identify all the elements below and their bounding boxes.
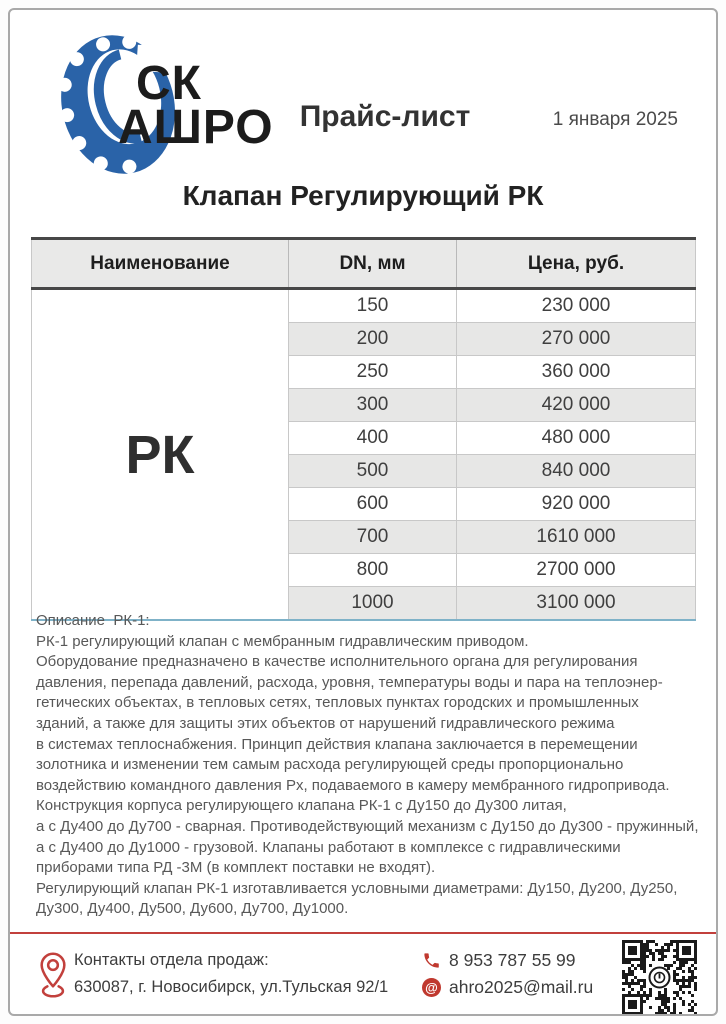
contacts-label: Контакты отдела продаж:: [74, 951, 269, 969]
price-cell: 2700 000: [457, 554, 696, 587]
logo-line1: СК: [136, 57, 202, 110]
product-name-cell: РК: [32, 289, 289, 621]
dn-cell: 300: [289, 389, 457, 422]
col-header-price: Цена, руб.: [457, 239, 696, 289]
description-line: Описание РК-1:: [36, 612, 150, 629]
col-header-name: Наименование: [32, 239, 289, 289]
description-line: РК-1 регулирующий клапан с мембранным гидравлическим приводом.: [36, 632, 529, 650]
price-cell: 480 000: [457, 422, 696, 455]
description-line: Оборудование предназначено в качестве исполнительного органа для регулирования: [36, 653, 638, 671]
price-cell: 270 000: [457, 323, 696, 356]
dn-cell: 1000: [289, 587, 457, 621]
doc-date: 1 января 2025: [552, 109, 678, 130]
dn-cell: 200: [289, 323, 457, 356]
logo-text: [118, 57, 274, 155]
dn-cell: 800: [289, 554, 457, 587]
price-table: [31, 237, 696, 621]
price-cell: 360 000: [457, 356, 696, 389]
description-line: приборами типа РД -3М (в комплект поставки не входят).: [36, 859, 436, 877]
table-header-row: [32, 239, 696, 289]
contacts-block: [74, 947, 388, 1001]
logo-line2: АШРО: [118, 101, 274, 155]
location-pin-icon: [36, 950, 70, 1000]
description-line: воздействию командного давления Рх, подаваемого в камеру мембранного гидропривода.: [36, 776, 670, 794]
dn-cell: 250: [289, 356, 457, 389]
email-address: ahro2025@mail.ru: [449, 977, 594, 997]
product-title: Клапан Регулирующий РК: [182, 180, 544, 211]
price-cell: 840 000: [457, 455, 696, 488]
price-cell: 1610 000: [457, 521, 696, 554]
product-description: [36, 611, 708, 920]
description-line: Конструкция корпуса регулирующего клапана РК-1 с Ду150 до Ду300 литая,: [36, 797, 567, 815]
contacts-address: 630087, г. Новосибирск, ул.Тульская 92/1: [74, 978, 389, 996]
dn-cell: 500: [289, 455, 457, 488]
description-line: зданий, а также для защиты этих объектов от нарушений гидравлического режима: [36, 714, 615, 732]
dn-cell: 700: [289, 521, 457, 554]
description-line: в системах теплоснабжения. Принцип действия клапана заключается в перемещении: [36, 735, 638, 753]
price-cell: 3100 000: [457, 587, 696, 621]
email-icon: @: [422, 978, 441, 997]
col-header-dn: DN, мм: [289, 239, 457, 289]
phone-email-block: [422, 947, 593, 1001]
description-line: давления, перепада давлений, расхода, уровня, температуры воды и пара на теплоэнер-: [36, 673, 663, 691]
qr-code: [622, 940, 697, 1015]
doc-title: Прайс-лист: [299, 100, 471, 133]
price-cell: 230 000: [457, 289, 696, 323]
phone-icon: [422, 951, 441, 970]
footer: [10, 932, 716, 1014]
dn-cell: 400: [289, 422, 457, 455]
dn-cell: 600: [289, 488, 457, 521]
description-line: гетических объектах, в тепловых сетях, тепловых пунктах городских и промышленных: [36, 694, 639, 712]
price-cell: 920 000: [457, 488, 696, 521]
price-cell: 420 000: [457, 389, 696, 422]
table-row: [32, 289, 696, 323]
phone-number: 8 953 787 55 99: [449, 950, 576, 970]
dn-cell: 150: [289, 289, 457, 323]
description-line: а с Ду400 до Ду1000 - грузовой. Клапаны работают в комплексе с гидравлическими: [36, 838, 621, 856]
price-list-page: [8, 8, 718, 1016]
description-line: Ду300, Ду400, Ду500, Ду600, Ду700, Ду1000.: [36, 900, 349, 918]
description-line: а с Ду400 до Ду700 - сварная. Противодействующий механизм с Ду150 до Ду300 - пружинный,: [36, 817, 699, 835]
description-line: золотника и изменении тем самым расхода регулирующей среды пропорционально: [36, 756, 624, 774]
company-logo: [40, 24, 274, 184]
description-line: Регулирующий клапан РК-1 изготавливается условными диаметрами: Ду150, Ду200, Ду250,: [36, 879, 678, 897]
